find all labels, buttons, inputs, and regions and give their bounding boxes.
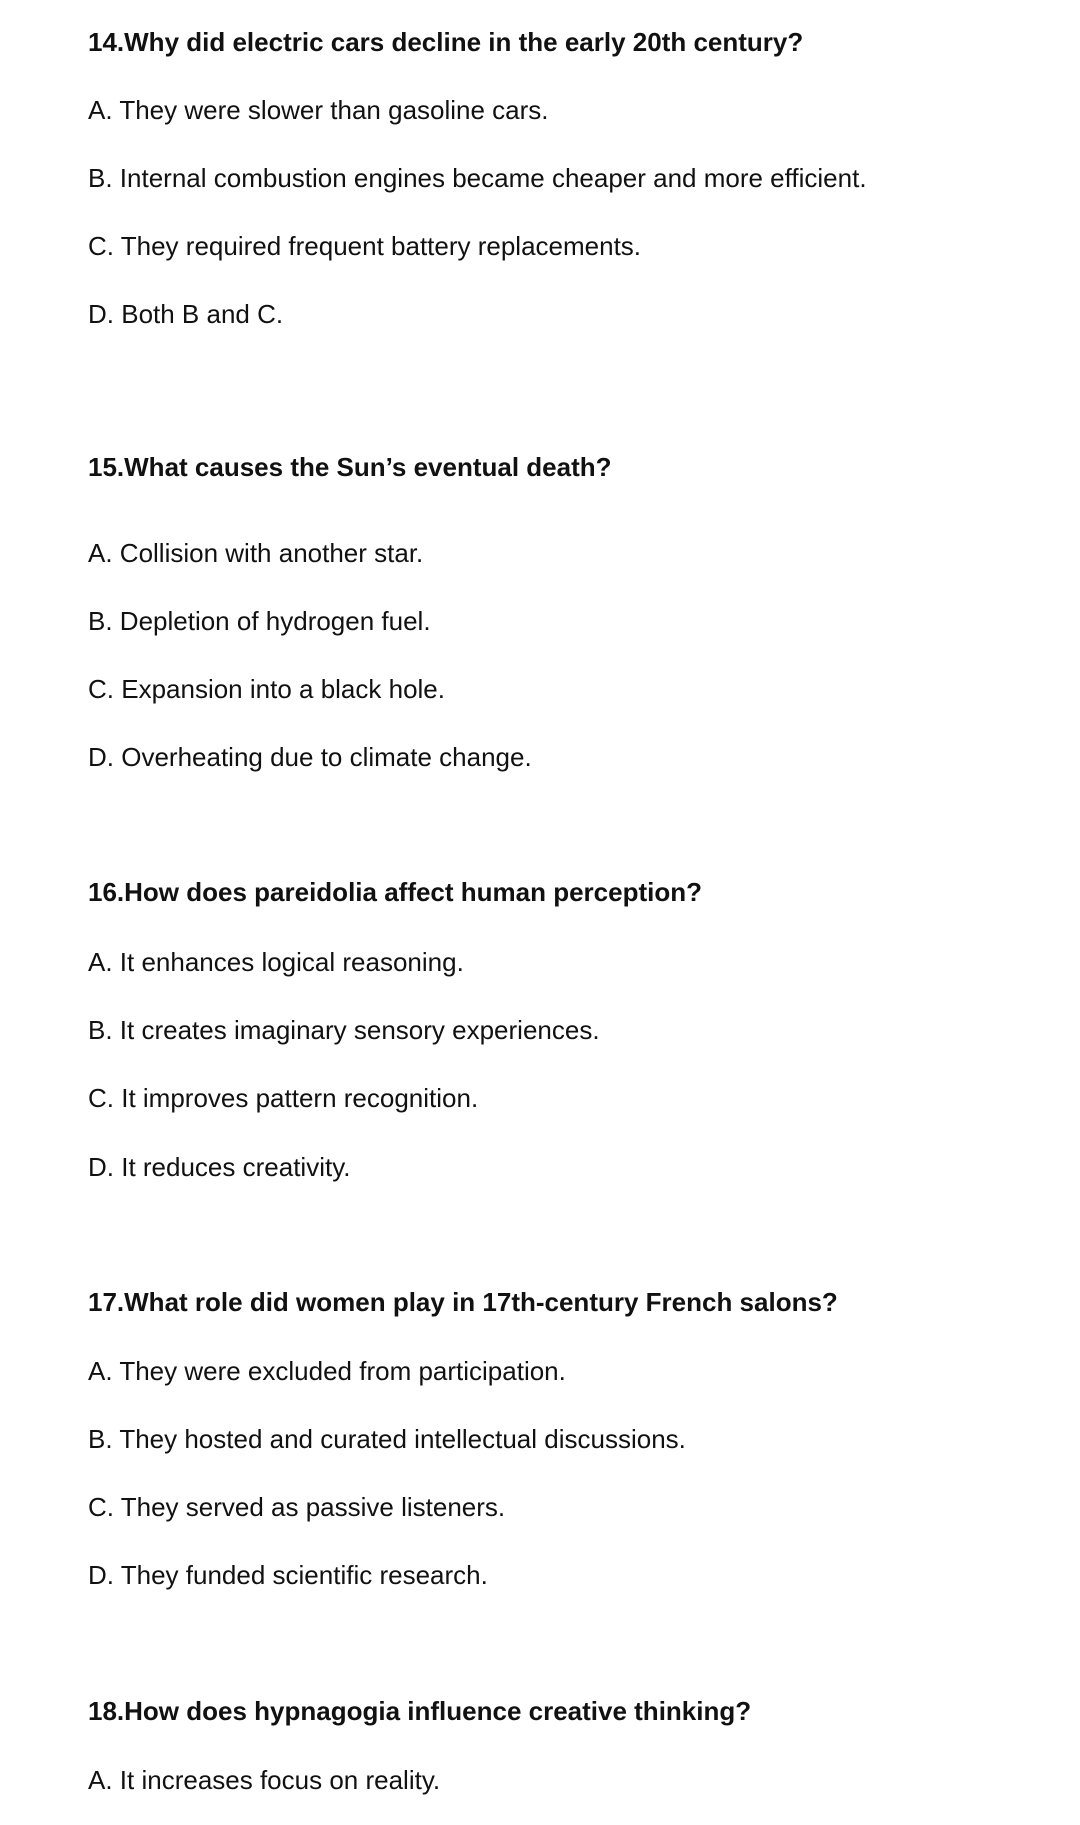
- question-16: 16.How does pareidolia affect human perception?: [88, 877, 703, 907]
- question-17-option-d: D. They funded scientific research.: [88, 1560, 488, 1590]
- question-17-option-b: B. They hosted and curated intellectual discussions.: [88, 1424, 686, 1454]
- question-18: 18.How does hypnagogia influence creative thinking?: [88, 1696, 752, 1726]
- question-14-option-d: D. Both B and C.: [88, 299, 284, 329]
- question-17: 17.What role did women play in 17th-century French salons?: [88, 1287, 838, 1317]
- question-17-option-a: A. They were excluded from participation.: [88, 1356, 566, 1386]
- question-14-option-c: C. They required frequent battery replacements.: [88, 231, 642, 261]
- question-14-option-a: A. They were slower than gasoline cars.: [88, 95, 549, 125]
- question-18-option-a: A. It increases focus on reality.: [88, 1765, 441, 1795]
- question-15-option-d: D. Overheating due to climate change.: [88, 742, 532, 772]
- question-16-option-d: D. It reduces creativity.: [88, 1152, 351, 1182]
- question-15-option-b: B. Depletion of hydrogen fuel.: [88, 606, 431, 636]
- question-14: 14.Why did electric cars decline in the early 20th century?: [88, 27, 804, 57]
- question-16-option-b: B. It creates imaginary sensory experiences.: [88, 1015, 600, 1045]
- question-16-option-a: A. It enhances logical reasoning.: [88, 947, 464, 977]
- question-16-option-c: C. It improves pattern recognition.: [88, 1083, 479, 1113]
- question-14-option-b: B. Internal combustion engines became cheaper and more efficient.: [88, 163, 867, 193]
- question-15: 15.What causes the Sun’s eventual death?: [88, 452, 612, 482]
- question-15-option-a: A. Collision with another star.: [88, 538, 424, 568]
- question-15-option-c: C. Expansion into a black hole.: [88, 674, 445, 704]
- question-17-option-c: C. They served as passive listeners.: [88, 1492, 506, 1522]
